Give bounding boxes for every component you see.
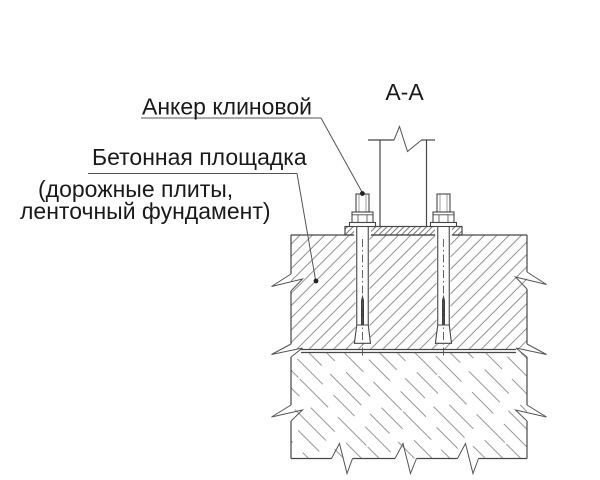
section-title: А-А bbox=[385, 79, 424, 105]
anchor-callout: Анкер клиновой bbox=[142, 93, 313, 120]
column bbox=[368, 140, 435, 227]
leader-pad-dot bbox=[314, 279, 319, 284]
leader-anchor-dot bbox=[360, 191, 365, 196]
pad-callout: Бетонная площадка bbox=[92, 144, 307, 170]
column-break-mark bbox=[394, 127, 422, 152]
pad-callout-detail-1: (дорожные плиты, bbox=[38, 176, 234, 202]
pad-callout-detail-2: ленточный фундамент) bbox=[20, 198, 271, 224]
concrete-pad-block bbox=[291, 235, 527, 350]
foundation-block bbox=[291, 353, 527, 459]
